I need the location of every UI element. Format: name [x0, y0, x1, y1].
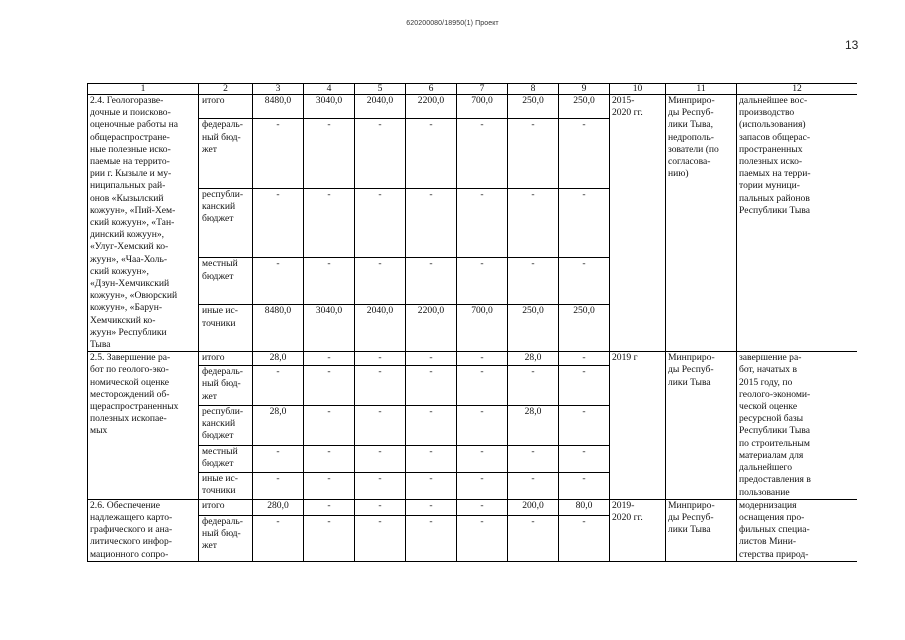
amount-cell: -	[355, 366, 406, 406]
amount-cell: 250,0	[508, 305, 559, 352]
amount-cell: -	[457, 499, 508, 515]
column-number: 7	[457, 84, 508, 95]
table-row	[88, 352, 858, 366]
column-number: 2	[199, 84, 253, 95]
amount-cell: 2040,0	[355, 95, 406, 119]
activity-cell: 2.5. Завершение ра- бот по геолого-эко- номической оценке месторождений об- щераспространенных полезных ископае- мых	[88, 352, 199, 499]
activity-cell: 2.4. Геологоразве- дочные и поисково- оценочные работы на общераспростране- ные полезные иско- паемые на террито- рии г. Кызыле и му- ниципальных рай- онов «Кызылский кожуун», «Пий-Хем- ский кожуун», «Тан- динский кожуун», «Улуг-Хемский ко- жуун», «Чаа-Холь- ский кожуун», «Дзун-Хемчикский кожуун», «Овюрский кожуун», «Барун- Хемчикский ко- жуун» Республики Тыва	[88, 95, 199, 352]
column-number: 5	[355, 84, 406, 95]
amount-cell: 2040,0	[355, 305, 406, 352]
amount-cell: -	[508, 472, 559, 499]
result-cell: дальнейшее вос- производство (использования) запасов общерас- пространенных полезных иско- паемых на терри- тории муници- пальных районов Республики Тыва	[737, 95, 858, 352]
amount-cell: -	[508, 445, 559, 472]
funding-source-cell: итого	[199, 352, 253, 366]
amount-cell: 700,0	[457, 95, 508, 119]
amount-cell: 250,0	[559, 95, 610, 119]
funding-source-cell: республи- канский бюджет	[199, 406, 253, 446]
table-body	[88, 84, 858, 562]
column-number: 12	[737, 84, 858, 95]
column-number: 10	[610, 84, 666, 95]
amount-cell: -	[304, 499, 355, 515]
amount-cell: -	[457, 119, 508, 188]
document-id: 620200080/18950(1) Проект	[406, 20, 499, 27]
executor-cell: Минприро- ды Респуб- лики Тыва, недрополь- зователи (по согласова- нию)	[666, 95, 737, 352]
amount-cell: -	[355, 352, 406, 366]
amount-cell: 28,0	[508, 406, 559, 446]
period-cell: 2019 г	[610, 352, 666, 499]
amount-cell: -	[457, 472, 508, 499]
amount-cell: -	[304, 258, 355, 305]
amount-cell: -	[559, 258, 610, 305]
amount-cell: -	[355, 188, 406, 257]
amount-cell: -	[253, 472, 304, 499]
amount-cell: -	[559, 366, 610, 406]
amount-cell: -	[508, 119, 559, 188]
amount-cell: -	[559, 445, 610, 472]
program-table	[87, 83, 857, 562]
amount-cell: -	[406, 119, 457, 188]
amount-cell: -	[355, 406, 406, 446]
amount-cell: -	[355, 472, 406, 499]
amount-cell: -	[559, 352, 610, 366]
amount-cell: -	[304, 406, 355, 446]
funding-source-cell: итого	[199, 499, 253, 515]
amount-cell: -	[304, 515, 355, 561]
amount-cell: 8480,0	[253, 95, 304, 119]
amount-cell: -	[457, 258, 508, 305]
page-number: 13	[845, 38, 859, 52]
amount-cell: -	[253, 445, 304, 472]
amount-cell: -	[457, 188, 508, 257]
amount-cell: -	[406, 499, 457, 515]
amount-cell: -	[559, 406, 610, 446]
amount-cell: -	[355, 515, 406, 561]
period-cell: 2015- 2020 гг.	[610, 95, 666, 352]
result-cell: модернизация оснащения про- фильных специа- листов Мини- стерства природ-	[737, 499, 858, 561]
amount-cell: 250,0	[559, 305, 610, 352]
amount-cell: 3040,0	[304, 305, 355, 352]
amount-cell: -	[406, 472, 457, 499]
period-cell: 2019- 2020 гг.	[610, 499, 666, 561]
amount-cell: -	[406, 188, 457, 257]
amount-cell: -	[457, 445, 508, 472]
amount-cell: -	[304, 472, 355, 499]
amount-cell: 280,0	[253, 499, 304, 515]
column-number: 1	[88, 84, 199, 95]
amount-cell: -	[253, 515, 304, 561]
amount-cell: 28,0	[508, 352, 559, 366]
funding-source-cell: федераль- ный бюд- жет	[199, 515, 253, 561]
amount-cell: -	[508, 188, 559, 257]
amount-cell: 200,0	[508, 499, 559, 515]
amount-cell: -	[406, 258, 457, 305]
amount-cell: -	[457, 406, 508, 446]
amount-cell: 28,0	[253, 406, 304, 446]
amount-cell: -	[406, 366, 457, 406]
table-row	[88, 95, 858, 119]
amount-cell: 28,0	[253, 352, 304, 366]
amount-cell: -	[253, 119, 304, 188]
column-number: 3	[253, 84, 304, 95]
funding-source-cell: местный бюджет	[199, 445, 253, 472]
column-number: 8	[508, 84, 559, 95]
column-number: 6	[406, 84, 457, 95]
program-table-container	[87, 83, 857, 566]
amount-cell: -	[457, 352, 508, 366]
column-number-row	[88, 84, 858, 95]
amount-cell: 700,0	[457, 305, 508, 352]
amount-cell: -	[559, 515, 610, 561]
amount-cell: -	[508, 366, 559, 406]
amount-cell: -	[304, 366, 355, 406]
amount-cell: -	[406, 445, 457, 472]
funding-source-cell: федераль- ный бюд- жет	[199, 366, 253, 406]
executor-cell: Минприро- ды Респуб- лики Тыва	[666, 352, 737, 499]
amount-cell: -	[304, 352, 355, 366]
amount-cell: -	[304, 445, 355, 472]
amount-cell: -	[508, 515, 559, 561]
amount-cell: 8480,0	[253, 305, 304, 352]
funding-source-cell: местный бюджет	[199, 258, 253, 305]
amount-cell: 2200,0	[406, 95, 457, 119]
amount-cell: -	[355, 499, 406, 515]
funding-source-cell: итого	[199, 95, 253, 119]
column-number: 9	[559, 84, 610, 95]
amount-cell: -	[253, 366, 304, 406]
amount-cell: -	[355, 258, 406, 305]
amount-cell: -	[559, 188, 610, 257]
amount-cell: -	[457, 515, 508, 561]
amount-cell: -	[559, 119, 610, 188]
amount-cell: 80,0	[559, 499, 610, 515]
column-number: 4	[304, 84, 355, 95]
amount-cell: -	[457, 366, 508, 406]
amount-cell: -	[304, 188, 355, 257]
amount-cell: 250,0	[508, 95, 559, 119]
funding-source-cell: иные ис- точники	[199, 472, 253, 499]
amount-cell: -	[253, 188, 304, 257]
amount-cell: -	[355, 445, 406, 472]
activity-cell: 2.6. Обеспечение надлежащего карто- графического и ана- литического инфор- мационного сопро-	[88, 499, 199, 561]
amount-cell: 3040,0	[304, 95, 355, 119]
amount-cell: -	[355, 119, 406, 188]
amount-cell: -	[406, 406, 457, 446]
funding-source-cell: республи- канский бюджет	[199, 188, 253, 257]
executor-cell: Минприро- ды Респуб- лики Тыва	[666, 499, 737, 561]
amount-cell: -	[304, 119, 355, 188]
amount-cell: -	[406, 515, 457, 561]
amount-cell: 2200,0	[406, 305, 457, 352]
result-cell: завершение ра- бот, начатых в 2015 году, по геолого-экономи- ческой оценке ресурсной базы Республики Тыва по строительным материалам для дальнейшего предоставления в пользование	[737, 352, 858, 499]
funding-source-cell: иные ис- точники	[199, 305, 253, 352]
table-row	[88, 499, 858, 515]
funding-source-cell: федераль- ный бюд- жет	[199, 119, 253, 188]
amount-cell: -	[406, 352, 457, 366]
amount-cell: -	[559, 472, 610, 499]
amount-cell: -	[253, 258, 304, 305]
amount-cell: -	[508, 258, 559, 305]
column-number: 11	[666, 84, 737, 95]
